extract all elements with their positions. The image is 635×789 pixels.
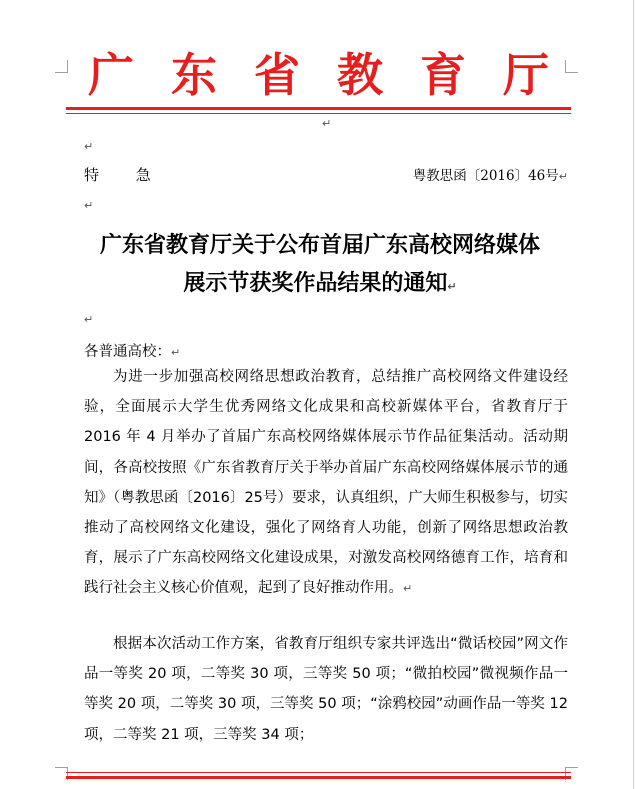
- letterhead-rule-thick: [66, 107, 571, 110]
- body-paragraph-1: [84, 362, 568, 605]
- paragraph-mark: ↵: [558, 170, 568, 183]
- letterhead-char: 省: [254, 48, 300, 102]
- letterhead-char: 广: [88, 48, 134, 102]
- salutation: [84, 340, 180, 361]
- paragraph-mark: ↵: [171, 346, 181, 359]
- paragraph-mark: ↵: [84, 313, 94, 326]
- document-title: [70, 226, 570, 306]
- letterhead-char: 教: [337, 48, 383, 102]
- paragraph-mark: ↵: [84, 140, 94, 153]
- letterhead-title: [66, 42, 571, 102]
- body-paragraph-2: [84, 629, 568, 750]
- document-title-line-1: 广东省教育厅关于公布首届广东高校网络媒体: [99, 232, 540, 258]
- document-title-line-2: [70, 264, 570, 306]
- body-paragraph-2-text: 根据本次活动工作方案，省教育厅组织专家共评选出“微话校园”网文作品一等奖 20 项，二等奖 30 项，三等奖 50 项；“微拍校园”微视频作品一等奖 20 项，二等奖 30 项，三等奖 50 项；“涂鸦校园”动画作品一等奖 12 项，二等奖 21 项，三等奖 34 项；: [84, 636, 568, 743]
- body-paragraph-1-text: 为进一步加强高校网络思想政治教育，总结推广高校网络文件建设经验，全面展示大学生优秀网络文化成果和高校新媒体平台，省教育厅于 2016 年 4 月举办了首届广东高校网络媒体展示节作品征集活动。活动期间，各高校按照《广东省教育厅关于举办首届广东高校网络媒体展示节的通知》（粤教思函〔2016〕25号）要求，认真组织，广大师生积极参与，切实推动了高校网络文化建设，强化了网络育人功能，创新了网络思想政治教育，展示了广东高校网络文化建设成果，对激发高校网络德育工作，培育和践行社会主义核心价值观，起到了良好推动作用。: [84, 369, 568, 597]
- paragraph-mark: ↵: [447, 280, 457, 293]
- footer-rule-thick: [66, 776, 571, 779]
- document-number-text: 粤教思函〔2016〕46号: [412, 168, 559, 184]
- letterhead-char: 育: [420, 48, 466, 102]
- page-edge: [633, 0, 634, 789]
- document-number: [413, 164, 568, 185]
- document-meta-row: [84, 164, 568, 185]
- letterhead-char: 东: [171, 48, 217, 102]
- letterhead-char: 厅: [503, 48, 549, 102]
- urgency-label: 特 急: [84, 166, 167, 184]
- paragraph-mark: ↵: [403, 582, 413, 596]
- paragraph-mark: ↵: [84, 199, 94, 212]
- salutation-text: 各普通高校：: [84, 344, 171, 360]
- footer-rule-thin: [66, 772, 571, 773]
- letterhead-rule-thin: [66, 113, 571, 114]
- paragraph-mark: ↵: [322, 117, 332, 130]
- document-title-line-2-text: 展示节获奖作品结果的通知: [183, 270, 448, 296]
